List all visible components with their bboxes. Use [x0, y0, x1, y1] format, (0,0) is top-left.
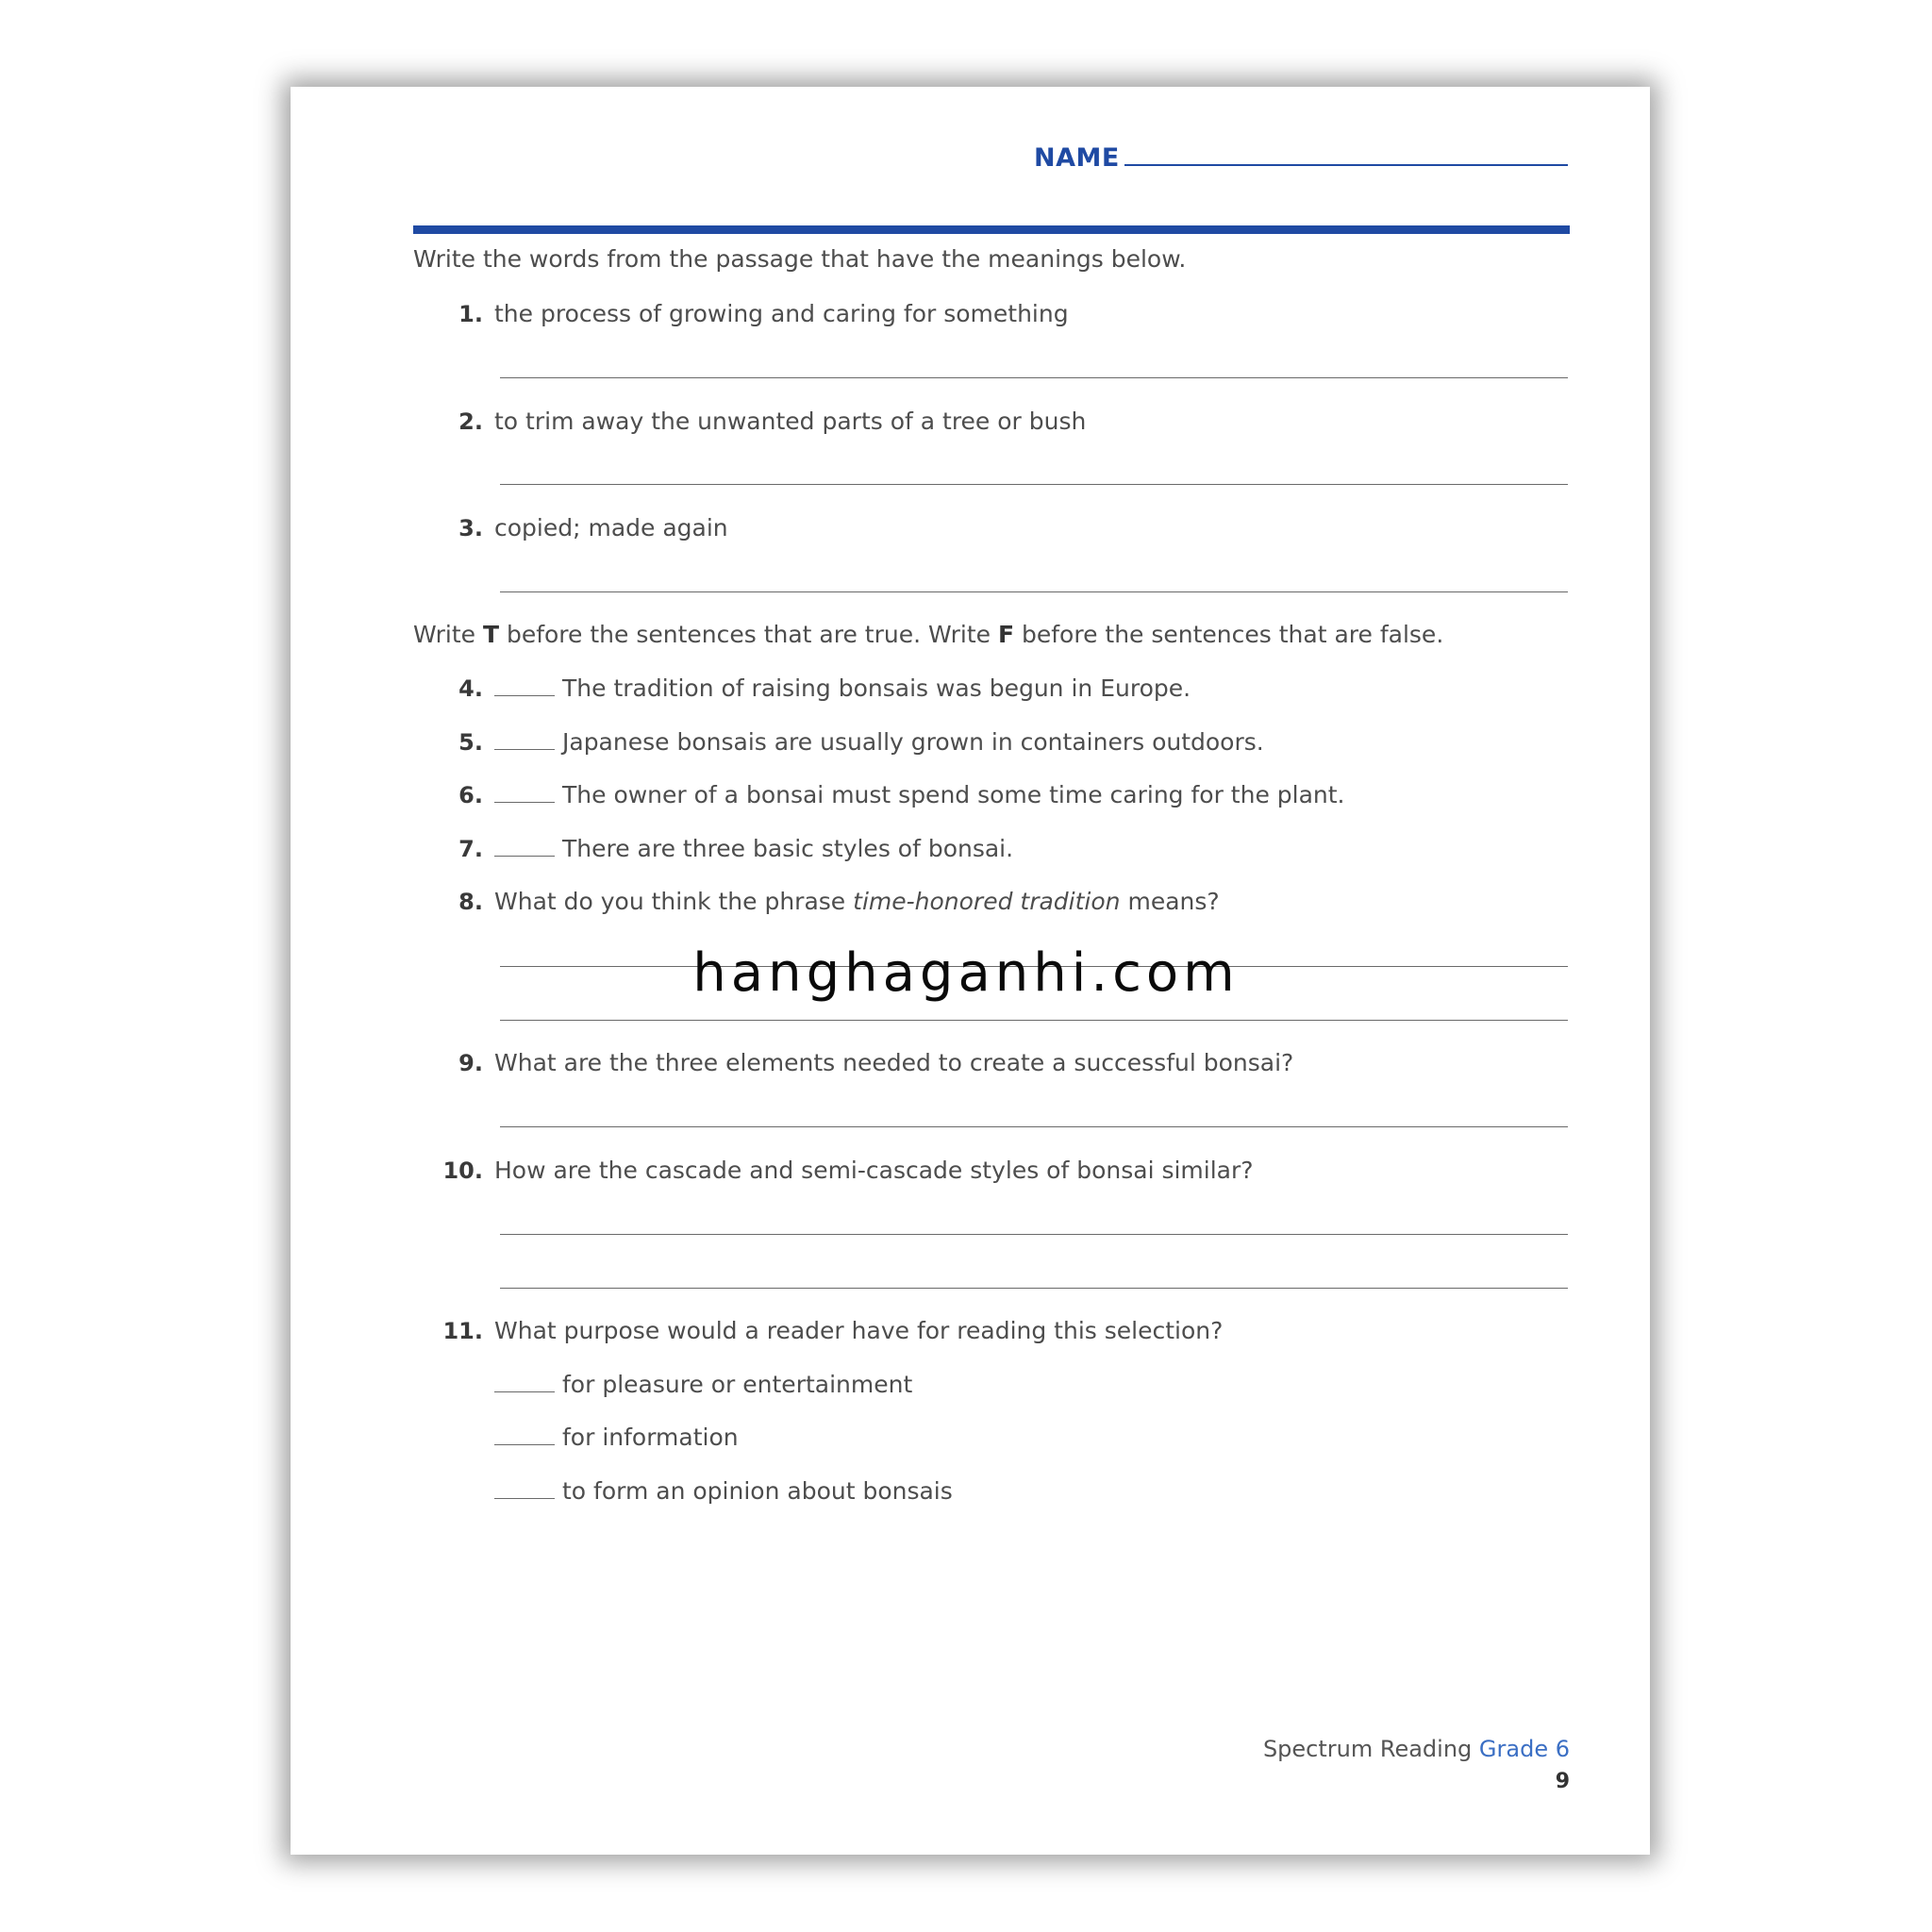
- watermark: hanghaganhi.com: [692, 942, 1240, 1004]
- question-2-number: 2.: [458, 408, 483, 435]
- question-2-text: to trim away the unwanted parts of a tree or bush: [494, 408, 1087, 435]
- question-11-text: What purpose would a reader have for reading this selection?: [494, 1317, 1224, 1344]
- question-9-text: What are the three elements needed to create a successful bonsai?: [494, 1049, 1294, 1076]
- header-rule: [413, 225, 1570, 234]
- q11-option-2: for information: [494, 1424, 739, 1452]
- answer-blank: [494, 728, 555, 750]
- section1-instruction: Write the words from the passage that have the meanings below.: [413, 245, 1187, 273]
- section2-instruction: Write T before the sentences that are true. Write F before the sentences that are false.: [413, 621, 1444, 648]
- question-5-number: 5.: [458, 729, 483, 756]
- question-10-text: How are the cascade and semi-cascade styles of bonsai similar?: [494, 1157, 1254, 1184]
- name-line: [1124, 164, 1568, 166]
- question-8-number: 8.: [458, 889, 483, 915]
- answer-line-9: [500, 1126, 1568, 1127]
- answer-blank: [494, 675, 555, 696]
- question-6-text: The owner of a bonsai must spend some time caring for the plant.: [494, 781, 1345, 809]
- question-6-number: 6.: [458, 782, 483, 808]
- answer-blank: [494, 1424, 555, 1445]
- question-8-text: What do you think the phrase time-honored tradition means?: [494, 888, 1220, 915]
- answer-line-8b: [500, 1020, 1568, 1021]
- footer-brand: Spectrum Reading Grade 6: [1262, 1736, 1570, 1762]
- question-5-text: Japanese bonsais are usually grown in containers outdoors.: [494, 728, 1264, 757]
- question-3-text: copied; made again: [494, 514, 728, 541]
- q11-option-1: for pleasure or entertainment: [494, 1371, 912, 1399]
- answer-blank: [494, 781, 555, 803]
- question-1-number: 1.: [458, 301, 483, 327]
- answer-line-10a: [500, 1234, 1568, 1235]
- question-7-text: There are three basic styles of bonsai.: [494, 835, 1013, 863]
- answer-blank: [494, 1371, 555, 1392]
- question-4-text: The tradition of raising bonsais was begun in Europe.: [494, 675, 1191, 703]
- question-11-number: 11.: [442, 1318, 483, 1344]
- question-10-number: 10.: [442, 1158, 483, 1184]
- question-7-number: 7.: [458, 836, 483, 862]
- name-field: [1034, 143, 1570, 181]
- question-1-text: the process of growing and caring for something: [494, 300, 1069, 327]
- answer-line-2: [500, 484, 1568, 485]
- name-label: NAME: [1034, 143, 1120, 173]
- page-number: 9: [1555, 1770, 1570, 1793]
- answer-line-10b: [500, 1288, 1568, 1289]
- answer-line-3: [500, 591, 1568, 592]
- answer-blank: [494, 835, 555, 857]
- answer-line-1: [500, 377, 1568, 378]
- question-9-number: 9.: [458, 1050, 483, 1076]
- q11-option-3: to form an opinion about bonsais: [494, 1477, 953, 1506]
- question-3-number: 3.: [458, 515, 483, 541]
- answer-blank: [494, 1477, 555, 1499]
- question-4-number: 4.: [458, 675, 483, 702]
